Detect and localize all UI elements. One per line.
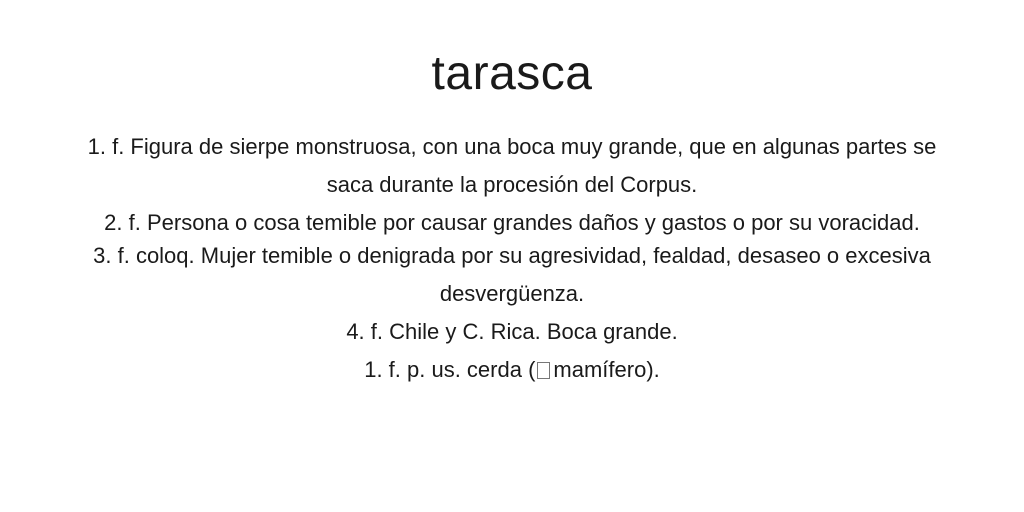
cross-reference-prefix: 1. f. p. us. cerda (	[364, 357, 536, 382]
definition-item: 1. f. Figura de sierpe monstruosa, con una boca muy grande, que en algunas partes se saca durante la procesión del Corpus.	[87, 134, 937, 197]
cross-reference-link[interactable]: mamífero	[553, 357, 647, 382]
definition-item: 4. f. Chile y C. Rica. Boca grande.	[346, 319, 678, 344]
cross-reference-definition	[60, 351, 964, 389]
definition-item: 2. f. Persona o cosa temible por causar grandes daños y gastos o por su voracidad.	[104, 210, 920, 235]
definition-item: 3. f. coloq. Mujer temible o denigrada por su agresividad, fealdad, desaseo o excesiva desvergüenza.	[93, 243, 931, 306]
missing-glyph-box-icon	[537, 362, 550, 379]
headword-title: tarasca	[431, 47, 593, 100]
cross-reference-suffix: ).	[646, 357, 660, 382]
definitions-list	[60, 128, 964, 389]
